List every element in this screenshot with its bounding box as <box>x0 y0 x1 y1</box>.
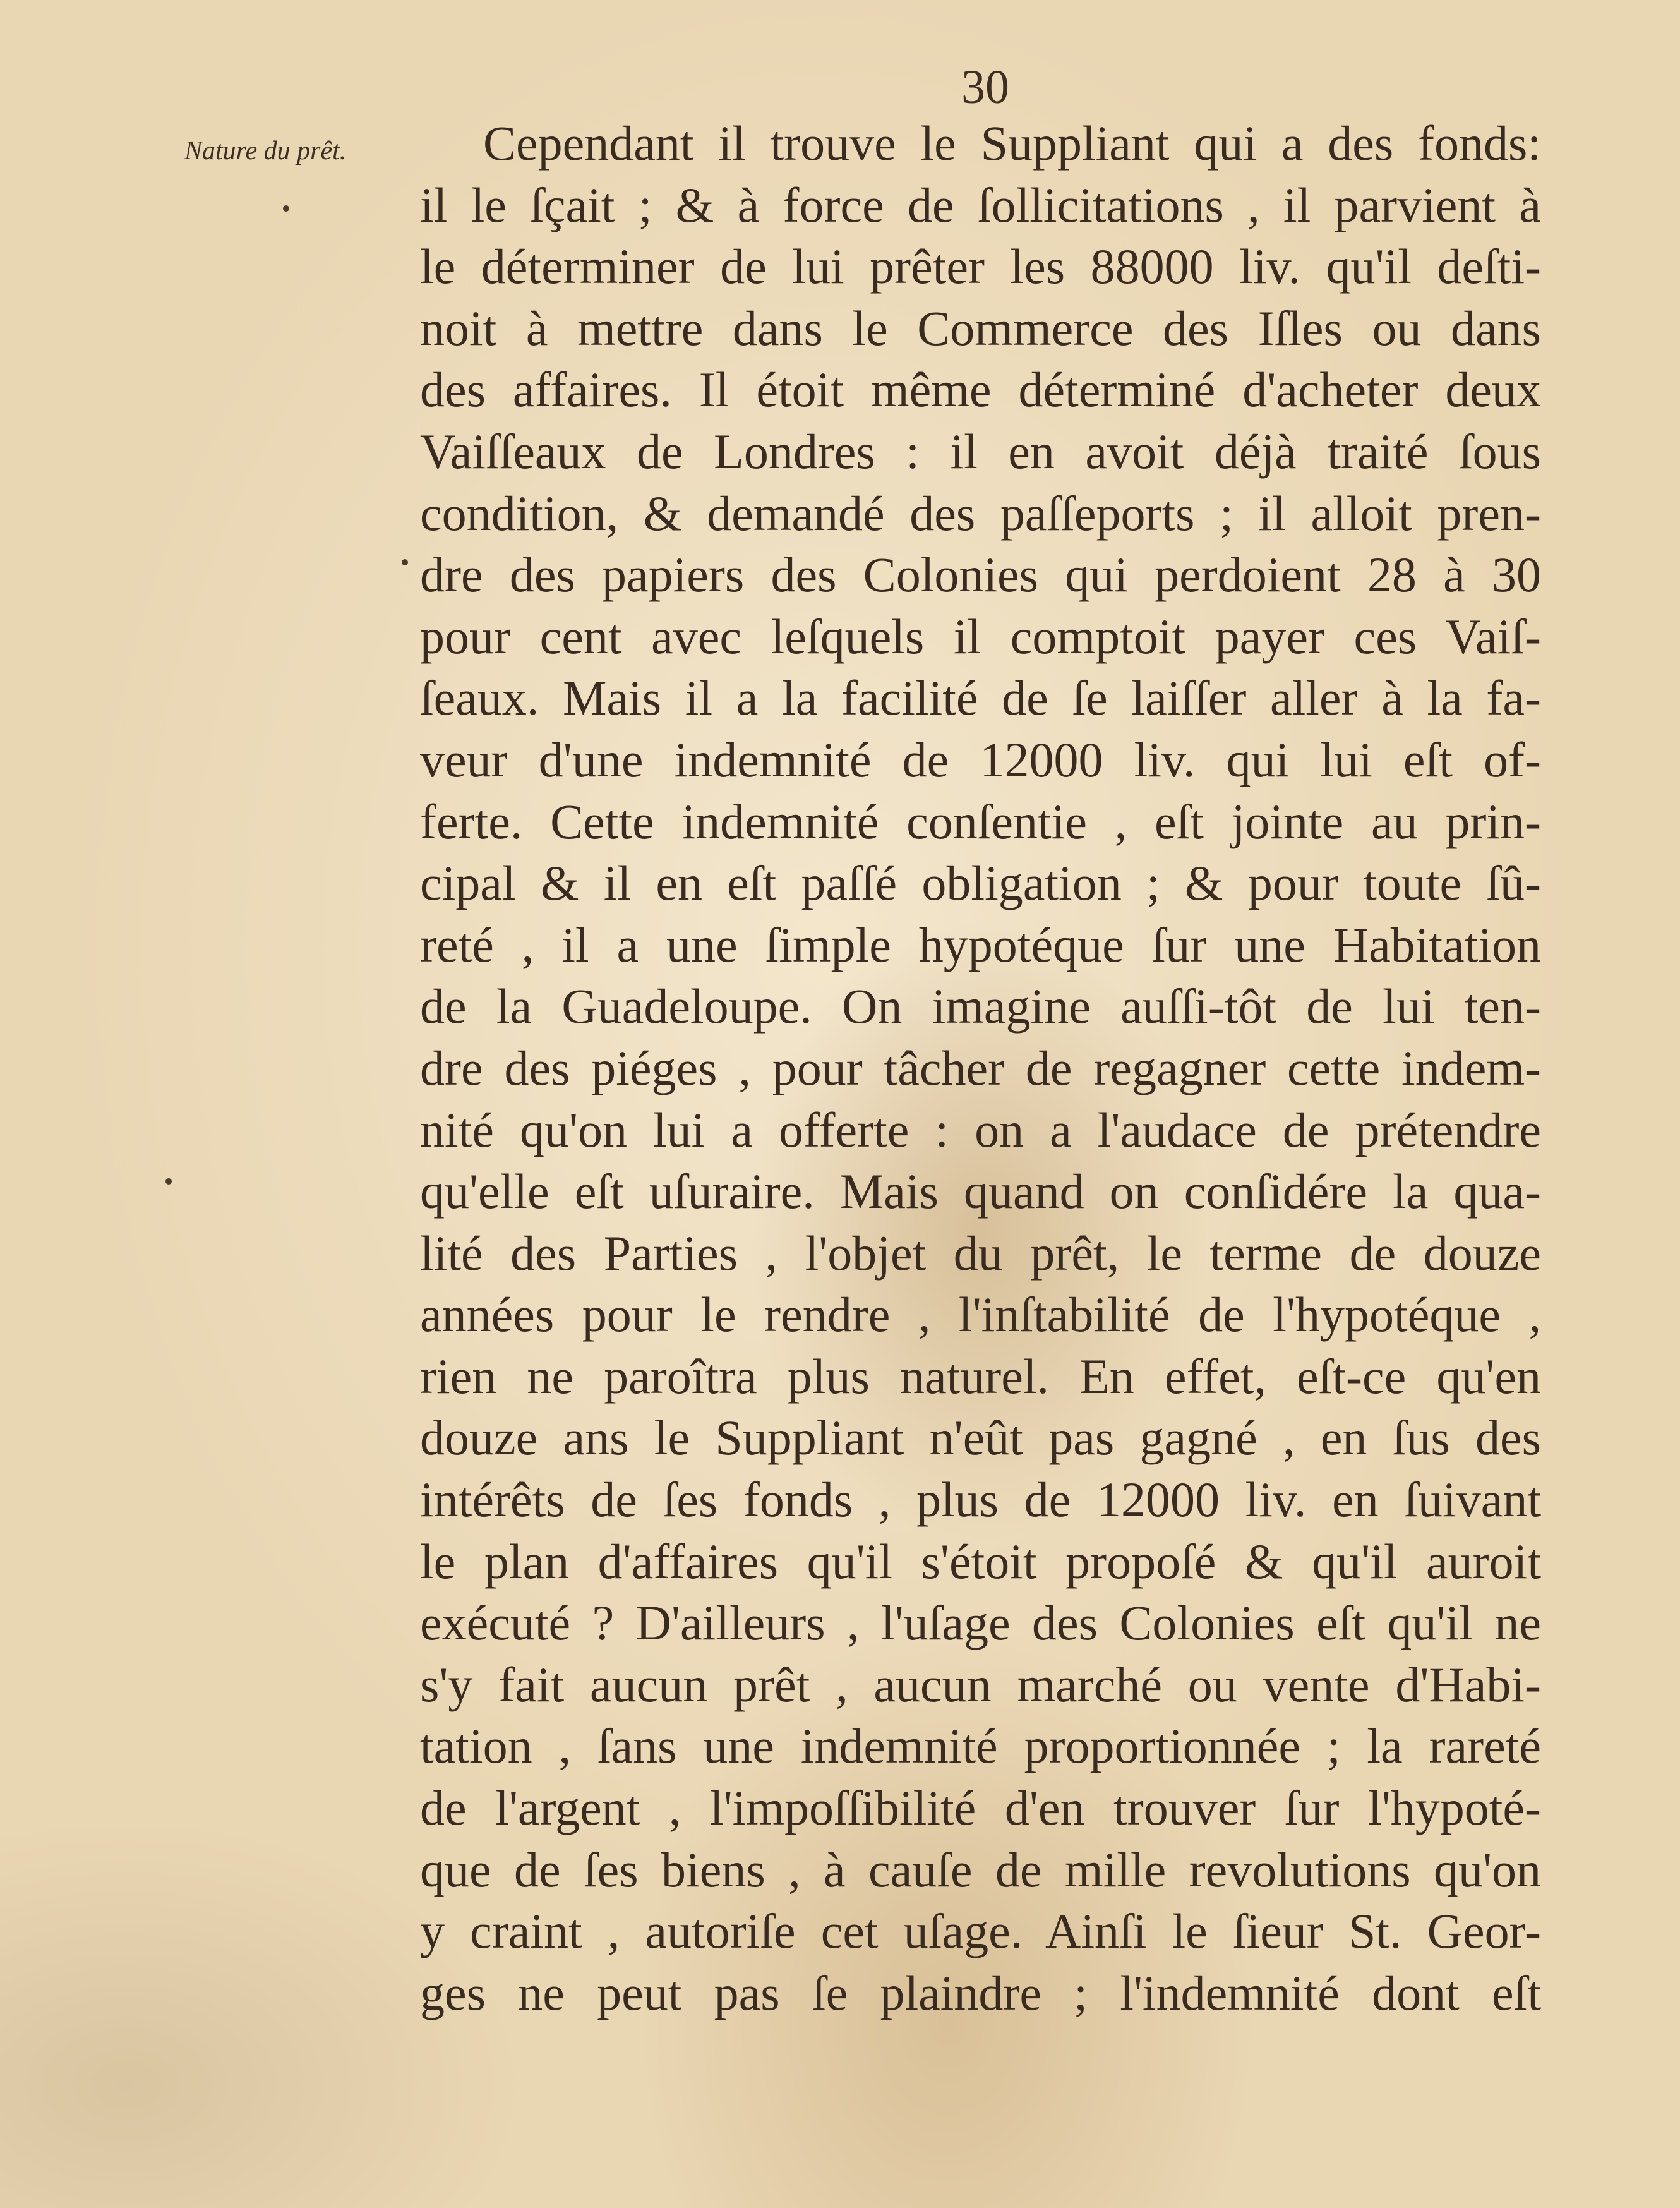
text-line: pour cent avec leſquels il comptoit payer ces Vaiſ- <box>420 608 1541 664</box>
margin-note: Nature du prêt. <box>184 136 347 166</box>
text-line: ſeaux. Mais il a la facilité de ſe laiſſer aller à la fa- <box>420 670 1541 726</box>
page-number: 30 <box>961 61 1009 114</box>
text-line: douze ans le Suppliant n'eût pas gagné , en ſus des <box>420 1410 1541 1466</box>
text-line: Vaiſſeaux de Londres : il en avoit déjà traité ſous <box>420 423 1541 479</box>
text-line: Cependant il trouve le Suppliant qui a des fonds: <box>483 116 1541 171</box>
text-line: il le ſçait ; & à force de ſollicitations , il parvient à <box>420 177 1541 232</box>
text-line: exécuté ? D'ailleurs , l'uſage des Colonies eſt qu'il ne <box>420 1595 1541 1651</box>
text-line: que de ſes biens , à cauſe de mille revolutions qu'on <box>420 1842 1541 1897</box>
text-line: années pour le rendre , l'inſtabilité de l'hypotéque , <box>420 1287 1541 1342</box>
ink-speck <box>283 205 289 212</box>
text-line: rien ne paroîtra plus naturel. En effet, eſt-ce qu'en <box>420 1348 1541 1404</box>
text-line: de l'argent , l'impoſſibilité d'en trouver ſur l'hypoté- <box>420 1780 1541 1836</box>
text-line: dre des piéges , pour tâcher de regagner cette indem- <box>420 1040 1541 1095</box>
text-line: lité des Parties , l'objet du prêt, le terme de douze <box>420 1225 1541 1281</box>
text-line: dre des papiers des Colonies qui perdoient 28 à 30 <box>420 547 1541 603</box>
text-line: de la Guadeloupe. On imagine auſſi-tôt de lui ten- <box>420 979 1541 1034</box>
text-line: tation , ſans une indemnité proportionnée ; la rareté <box>420 1718 1541 1774</box>
text-line: des affaires. Il étoit même déterminé d'acheter deux <box>420 362 1541 418</box>
text-line: ges ne peut pas ſe plaindre ; l'indemnité dont eſt <box>420 1965 1541 2020</box>
text-line: le plan d'affaires qu'il s'étoit propoſé & qu'il auroit <box>420 1533 1541 1589</box>
text-line: le déterminer de lui prêter les 88000 liv. qu'il deſti- <box>420 239 1541 294</box>
text-line: noit à mettre dans le Commerce des Iſles ou dans <box>420 300 1541 356</box>
ink-speck <box>402 559 408 565</box>
body-text <box>420 112 1541 2024</box>
text-line: s'y fait aucun prêt , aucun marché ou vente d'Habi- <box>420 1656 1541 1712</box>
text-line: ferte. Cette indemnité conſentie , eſt jointe au prin- <box>420 793 1541 849</box>
text-line: y craint , autoriſe cet uſage. Ainſi le ſieur St. Geor- <box>420 1903 1541 1959</box>
text-line: veur d'une indemnité de 12000 liv. qui lui eſt of- <box>420 732 1541 787</box>
text-line: condition, & demandé des paſſeports ; il alloit pren- <box>420 485 1541 541</box>
ink-speck <box>165 1178 172 1185</box>
text-line: reté , il a une ſimple hypotéque ſur une Habitation <box>420 917 1541 972</box>
text-line: qu'elle eſt uſuraire. Mais quand on conſidére la qua- <box>420 1164 1541 1219</box>
text-line: cipal & il en eſt paſſé obligation ; & pour toute ſû- <box>420 855 1541 911</box>
text-line: nité qu'on lui a offerte : on a l'audace de prétendre <box>420 1102 1541 1157</box>
text-line: intérêts de ſes fonds , plus de 12000 liv. en ſuivant <box>420 1472 1541 1528</box>
